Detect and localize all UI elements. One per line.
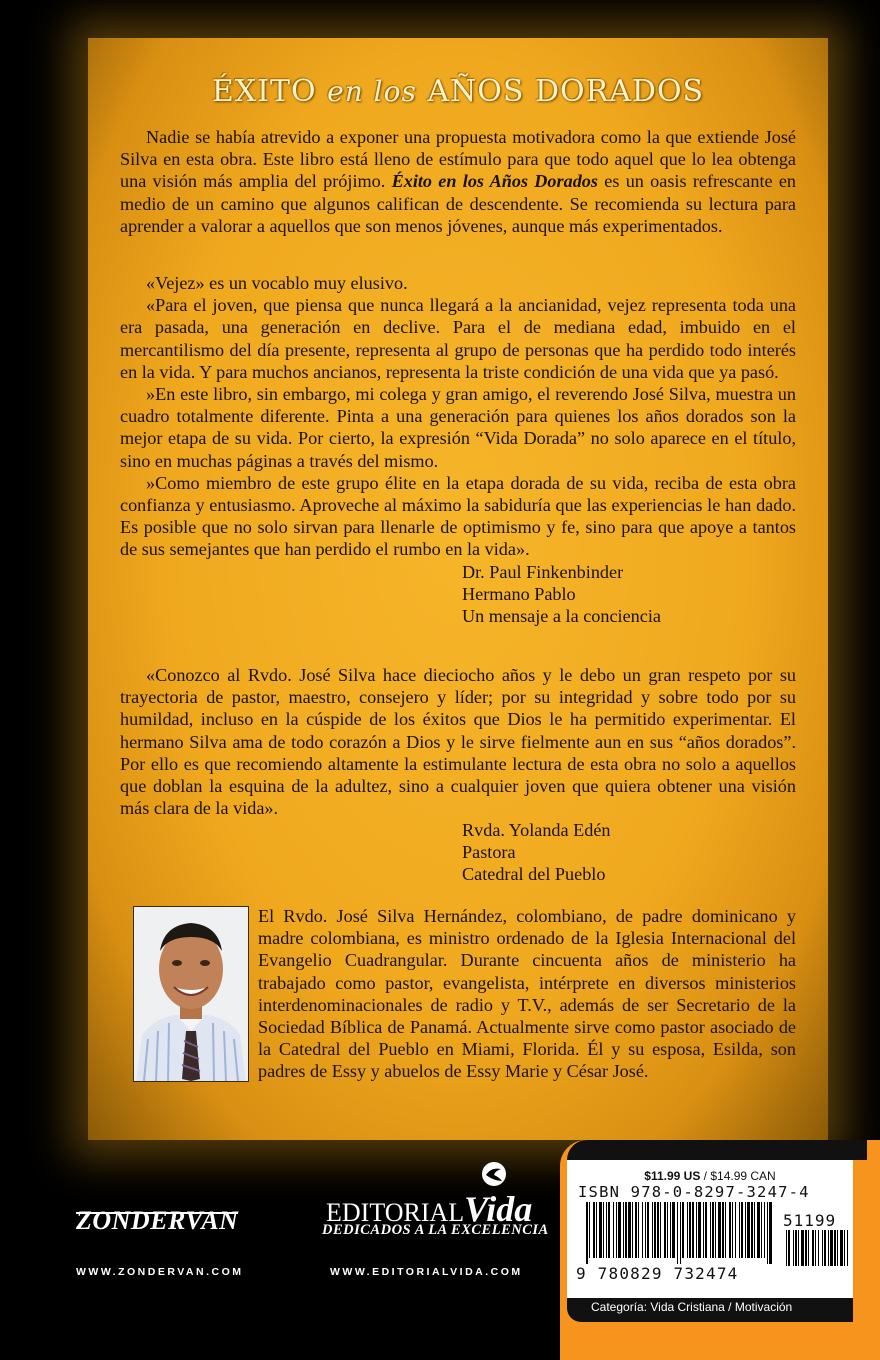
addon-bar [786, 1230, 787, 1266]
intro-paragraph [120, 126, 796, 237]
barcode-bar [761, 1202, 762, 1258]
barcode-bar [718, 1202, 721, 1258]
barcode-bar [735, 1202, 736, 1258]
barcode-bar [698, 1202, 701, 1258]
price-can: $14.99 CAN [710, 1169, 776, 1183]
barcode-bar [722, 1202, 724, 1258]
sig1-line2: Hermano Pablo [462, 583, 576, 604]
addon-bar [815, 1230, 816, 1266]
addon-bar [805, 1230, 807, 1266]
book-title [88, 74, 828, 109]
barcode-bar [635, 1202, 637, 1258]
barcode-bar [647, 1202, 649, 1258]
addon-bar [837, 1230, 838, 1266]
barcode-bar [586, 1202, 588, 1264]
barcode-bar [623, 1202, 624, 1258]
barcode-bar [628, 1202, 631, 1258]
dove-icon [481, 1161, 507, 1187]
addon-bar [793, 1230, 794, 1266]
signature-finkenbinder [120, 561, 796, 627]
vida-name: Vida [464, 1189, 533, 1229]
barcode-bar [593, 1202, 595, 1258]
addon-bar [812, 1230, 814, 1266]
addon-bar [830, 1230, 833, 1266]
barcode-bar [645, 1202, 646, 1258]
zondervan-logo-text: ZONDERVAN [76, 1206, 239, 1235]
barcode-bar [618, 1202, 621, 1258]
barcode-bar [725, 1202, 726, 1258]
isbn: ISBN 978-0-8297-3247-4 [578, 1183, 810, 1201]
addon-bar [788, 1230, 790, 1266]
barcode-bar [625, 1202, 627, 1258]
barcode-bar [689, 1202, 691, 1258]
bio-text: El Rvdo. José Silva Hernández, colombiano, de padre dominicano y madre colombiana, es ministro ordenado de la Iglesia Internacional del Evangelio Cuadrangular. Durante cincuenta años de ministerio ha trabajado como pastor, evangelista, intérprete en diversos ministerios interdenominacionales de radio y T.V., además de ser Secretario de la Sociedad Bíblica de Panamá. Actualmente sirve como pastor asociado de la Catedral del Pueblo en Miami, Florida. Él y su esposa, Esilda, son padres de Essy y abuelos de Essy Marie y César José. [258, 906, 796, 1082]
barcode-bar [751, 1202, 753, 1258]
title-part-2: en los [327, 75, 417, 108]
barcode-bar [603, 1202, 604, 1258]
barcode-top-band [567, 1140, 867, 1160]
barcode-bar [638, 1202, 639, 1258]
barcode-bar [696, 1202, 697, 1258]
barcode-bar [692, 1202, 694, 1258]
barcode-bar [712, 1202, 714, 1258]
quote1-p4: »Como miembro de este grupo élite en la etapa dorada de su vida, reciba de esta obra confianza y entusiasmo. Aproveche al máximo la sabiduría que las experiencias le han dado. Es posible que no solo sirvan para llenarle de optimismo y fe, sino para que apoye a tantos de sus semejantes que han perdido el rumbo en la vida». [120, 472, 796, 560]
addon-bar [822, 1230, 823, 1266]
quote-finkenbinder [120, 272, 796, 627]
barcode-bar [739, 1202, 740, 1258]
barcode-bar [741, 1202, 743, 1258]
barcode-bar [654, 1202, 656, 1258]
barcode-bar [677, 1202, 678, 1264]
addon-bar [808, 1230, 809, 1266]
sig1-line1: Dr. Paul Finkenbinder [462, 561, 624, 582]
barcode-bar [710, 1202, 711, 1258]
editorial-name: EDITORIAL [326, 1198, 465, 1227]
barcode-bar [608, 1202, 610, 1258]
sig2-line1: Rvda. Yolanda Edén [462, 820, 611, 841]
intro-block [120, 126, 796, 237]
barcode-number: 9 780829 732474 [576, 1264, 739, 1283]
addon-bar [798, 1230, 799, 1266]
barcode-bar [757, 1202, 760, 1258]
editorial-tagline: DEDICADOS A LA EXCELENCIA [322, 1222, 549, 1238]
addon-bar [824, 1230, 826, 1266]
addon-bar [844, 1230, 845, 1266]
quote-eden [120, 664, 796, 885]
addon-bar [795, 1230, 797, 1266]
editorial-url: WWW.EDITORIALVIDA.COM [330, 1266, 523, 1278]
title-part-1: ÉXITO [211, 74, 317, 109]
sig2-line2: Pastora [462, 842, 516, 863]
zondervan-logo [76, 1206, 238, 1236]
signature-eden [120, 819, 796, 885]
barcode-bar [764, 1202, 765, 1258]
barcode-bar [606, 1202, 607, 1258]
addon-bar [801, 1230, 804, 1266]
sig1-line3: Un mensaje a la conciencia [462, 605, 661, 626]
title-part-3: AÑOS DORADOS [427, 74, 705, 109]
barcode-bar [732, 1202, 733, 1258]
barcode-bar [589, 1202, 590, 1258]
barcode-bar [616, 1202, 617, 1258]
quote1-p2: «Para el joven, que piensa que nunca llegará a la ancianidad, vejez representa toda una era pasada, una generación en declive. Para el de mediana edad, imbuido en el mercantilismo del día presente, representa al grupo de personas que ha perdido todo interés en la vida. Y para muchos ancianos, representa la triste condición de una vida que ya pasó. [120, 295, 796, 382]
barcode-bar [703, 1202, 704, 1258]
barcode-bar [632, 1202, 633, 1258]
barcode-bar [642, 1202, 643, 1258]
barcode-bar [664, 1202, 666, 1258]
quote1-p1: «Vejez» es un vocablo muy elusivo. [146, 273, 408, 293]
barcode-bar [682, 1202, 684, 1258]
barcode-bar [754, 1202, 755, 1258]
addon-bar [840, 1230, 843, 1266]
barcode-bar [599, 1202, 602, 1258]
barcode-bar [747, 1202, 750, 1258]
barcode-bar [705, 1202, 707, 1258]
barcode-bar [680, 1202, 681, 1264]
price-us: $11.99 US [644, 1169, 701, 1183]
barcode-bar [769, 1202, 772, 1264]
zondervan-url: WWW.ZONDERVAN.COM [76, 1266, 244, 1278]
intro-book-title: Éxito en los Años Dorados [391, 171, 598, 192]
price-separator: / [700, 1169, 711, 1183]
category: Categoría: Vida Cristiana / Motivación [591, 1300, 793, 1314]
barcode-bar [596, 1202, 597, 1258]
barcode-bar [715, 1202, 716, 1258]
quote2-text: «Conozco al Rvdo. José Silva hace dieciocho años y le debo un gran respeto por su trayectoria de pastor, maestro, consejero y líder; por su integridad y sobre todo por su humildad, incluso en la cúspide de los éxitos que Dios le ha permitido experimentar. El hermano Silva ama de todo corazón a Dios y le sirve fielmente aun en sus “años dorados”. Por ello es que recomiendo altamente la estimulante lectura de esta obra no solo a aquellos que doblan la esquina de la adultez, sino a cualquier joven que quiera obtener una visión más clara de la vida». [120, 665, 796, 819]
barcode-bar [613, 1202, 614, 1258]
addon-bar [834, 1230, 836, 1266]
barcode-bar [652, 1202, 653, 1258]
quote1-p3: »En este libro, sin embargo, mi colega y gran amigo, el reverendo José Silva, muestra un cuadro totalmente diferente. Pinta a una generación para quienes los años dorados son la mejor etapa de su vida. Por cierto, la expresión “Vida Dorada” no solo aparece en el título, sino en muchas páginas a través del mismo. [120, 384, 796, 471]
addon-bar [847, 1230, 848, 1266]
barcode-bar [660, 1202, 661, 1258]
barcode-bar [745, 1202, 746, 1258]
barcode-bar [729, 1202, 731, 1258]
barcode-bar [672, 1202, 675, 1258]
barcode-bar [670, 1202, 671, 1258]
addon-bar [818, 1230, 819, 1266]
sig2-line3: Catedral del Pueblo [462, 864, 606, 885]
barcode-bar [767, 1202, 768, 1264]
barcode-bar [657, 1202, 659, 1258]
barcode-bar [667, 1202, 668, 1258]
author-bio [258, 905, 796, 1083]
price [567, 1169, 853, 1183]
author-photo [133, 906, 249, 1082]
barcode-bar [687, 1202, 688, 1258]
addon-bar [828, 1230, 829, 1266]
intro-text: Nadie se había atrevido a exponer una propuesta motivadora como la que extiende José Silva en esta obra. Este libro está lleno de estímulo para que todo aquel que lo lea obtenga una visión más amplia del prójimo. [120, 127, 796, 192]
price-addon-code: 51199 [783, 1211, 837, 1230]
intro-rest: es un oasis refrescante en medio de un camino que algunos califican de descendente. Se recomienda su lectura para aprender a valorar a aquellos que son menos jóvenes, aunque más experimentados. [120, 171, 797, 236]
